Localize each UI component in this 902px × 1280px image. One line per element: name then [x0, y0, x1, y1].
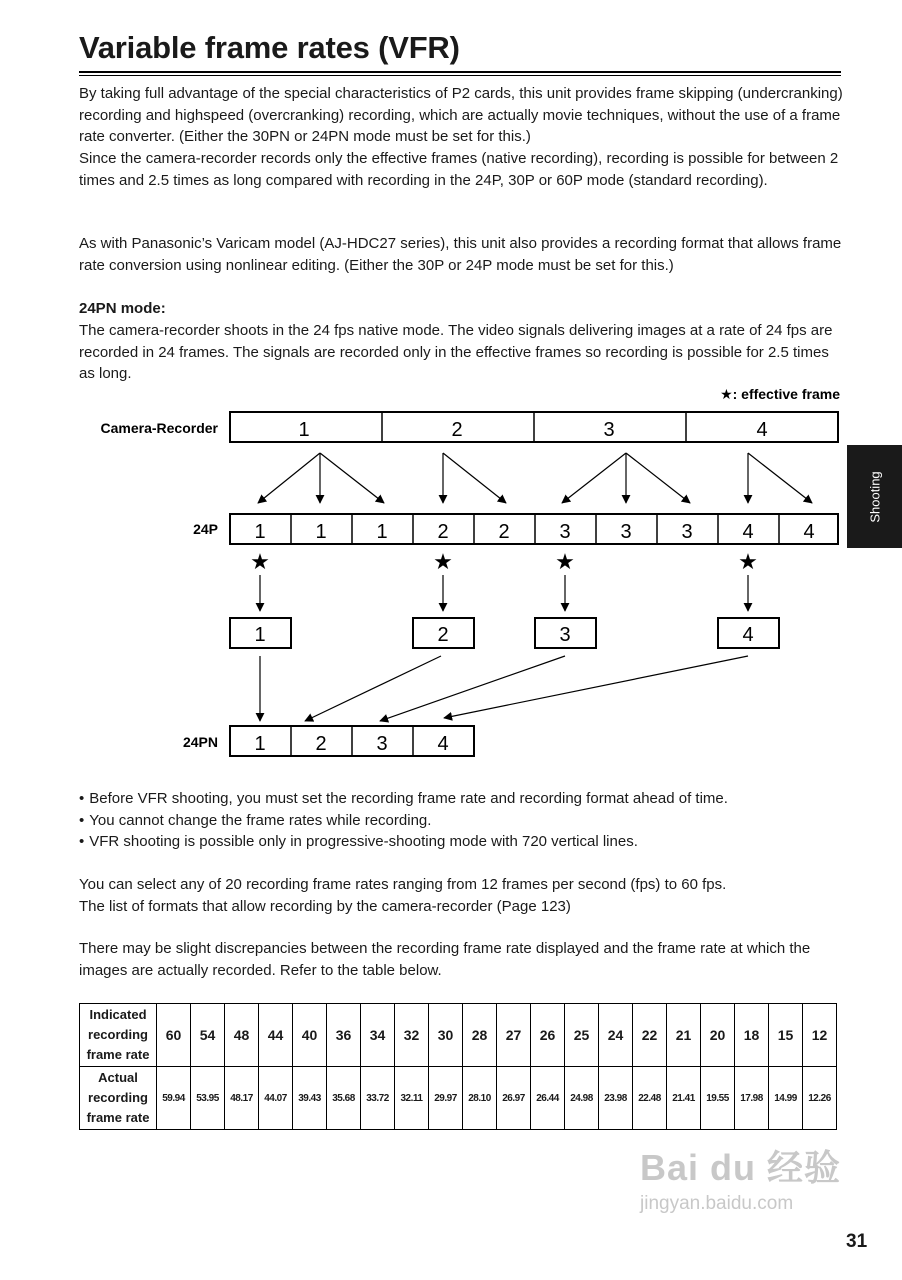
watermark — [640, 1140, 841, 1215]
actual-cell: 32.11 — [395, 1067, 429, 1130]
24p-frame: 3 — [620, 521, 632, 543]
note-item: • You cannot change the frame rates while recording. — [79, 810, 728, 832]
watermark-logo: Bai du 经验 — [640, 1147, 842, 1188]
effective-arrows — [260, 575, 748, 611]
camera-recorder-label: Camera-Recorder — [100, 420, 218, 436]
indicated-cell: 21 — [667, 1004, 701, 1067]
fanout-arrows — [258, 453, 812, 503]
actual-cell: 48.17 — [225, 1067, 259, 1130]
24pn-frame: 2 — [315, 733, 327, 755]
actual-cell: 12.26 — [803, 1067, 837, 1130]
actual-cell: 35.68 — [327, 1067, 361, 1130]
mode-heading: 24PN mode: — [79, 300, 166, 317]
intro-paragraph-1: By taking full advantage of the special characteristics of P2 cards, this unit provides frame skipping (undercranking) recording and highspeed (overcranking) recording, which are actually movie techniques, without the use of a frame rate converter. (Either the 30PN or 24PN mode must be set for this.) — [79, 85, 843, 146]
discrepancy-text: There may be slight discrepancies between the recording frame rate displayed and the frame rate at which the images are actually recorded. Refer to the table below. — [79, 940, 811, 979]
indicated-cell: 12 — [803, 1004, 837, 1067]
effective-frame: 2 — [437, 624, 449, 646]
24p-frame: 1 — [376, 521, 388, 543]
24pn-frame: 1 — [254, 733, 266, 755]
24pn-frame: 3 — [376, 733, 388, 755]
24p-frame: 3 — [559, 521, 571, 543]
star-icon: ★ — [555, 549, 575, 574]
actual-cell: 19.55 — [701, 1067, 735, 1130]
actual-cell: 44.07 — [259, 1067, 293, 1130]
indicated-cell: 27 — [497, 1004, 531, 1067]
actual-cell: 29.97 — [429, 1067, 463, 1130]
indicated-cell: 30 — [429, 1004, 463, 1067]
indicated-cell: 15 — [769, 1004, 803, 1067]
intro-paragraph-3: As with Panasonic’s Varicam model (AJ-HDC27 series), this unit also provides a recording format that allows frame rate conversion using nonlinear editing. (Either the 30P or 24P mode must be set for this.) — [79, 235, 842, 274]
actual-cell: 21.41 — [667, 1067, 701, 1130]
indicated-row — [80, 1004, 837, 1067]
notes-list — [79, 788, 728, 853]
actual-label: Actual recording frame rate — [80, 1067, 157, 1130]
indicated-label: Indicated recording frame rate — [80, 1004, 157, 1067]
effective-frame: 3 — [559, 624, 571, 646]
frame-rate-table — [79, 1003, 837, 1130]
format-list-reference: The list of formats that allow recording by the camera-recorder (Page 123) — [79, 898, 571, 915]
actual-cell: 23.98 — [599, 1067, 633, 1130]
pn-arrows — [260, 656, 748, 721]
intro-paragraph-2: Since the camera-recorder records only the effective frames (native recording), recording is possible for between 2 times and 2.5 times as long compared with recording in the 24P, 30P or 60P mode (standard recording). — [79, 150, 839, 189]
camera-frame: 3 — [603, 419, 615, 441]
actual-cell: 28.10 — [463, 1067, 497, 1130]
star-icon: ★ — [250, 549, 270, 574]
24p-frame: 1 — [254, 521, 266, 543]
effective-frame: 1 — [254, 624, 266, 646]
actual-cell: 22.48 — [633, 1067, 667, 1130]
note-item: • Before VFR shooting, you must set the recording frame rate and recording format ahead of time. — [79, 788, 728, 810]
indicated-cell: 34 — [361, 1004, 395, 1067]
indicated-cell: 20 — [701, 1004, 735, 1067]
actual-cell: 26.44 — [531, 1067, 565, 1130]
title-rule-thin — [79, 75, 841, 76]
24pn-label: 24PN — [182, 734, 218, 750]
page-title: Variable frame rates (VFR) — [79, 30, 460, 65]
24p-frame: 2 — [437, 521, 449, 543]
mode-description: The camera-recorder shoots in the 24 fps native mode. The video signals delivering images at a rate of 24 fps are recorded in 24 frames. The signals are recorded only in the effective frames so recording is possible for 2.5 times as long. — [79, 322, 833, 383]
indicated-cell: 26 — [531, 1004, 565, 1067]
actual-row — [80, 1067, 837, 1130]
indicated-cell: 32 — [395, 1004, 429, 1067]
indicated-cell: 48 — [225, 1004, 259, 1067]
indicated-cell: 40 — [293, 1004, 327, 1067]
note-item: • VFR shooting is possible only in progressive-shooting mode with 720 vertical lines. — [79, 831, 728, 853]
24p-frame: 4 — [803, 521, 815, 543]
actual-cell: 59.94 — [157, 1067, 191, 1130]
indicated-cell: 25 — [565, 1004, 599, 1067]
star-icon: ★ — [738, 549, 758, 574]
watermark-url: jingyan.baidu.com — [640, 1193, 794, 1214]
vfr-diagram — [0, 380, 902, 770]
actual-cell: 33.72 — [361, 1067, 395, 1130]
side-tab-label: Shooting — [867, 470, 882, 523]
indicated-cell: 60 — [157, 1004, 191, 1067]
indicated-cell: 24 — [599, 1004, 633, 1067]
indicated-cell: 28 — [463, 1004, 497, 1067]
camera-frame: 4 — [756, 419, 768, 441]
indicated-cell: 18 — [735, 1004, 769, 1067]
page-number: 31 — [846, 1231, 868, 1252]
camera-frame: 2 — [451, 419, 463, 441]
actual-cell: 39.43 — [293, 1067, 327, 1130]
title-rule — [79, 71, 841, 73]
indicated-cell: 36 — [327, 1004, 361, 1067]
24p-frame: 3 — [681, 521, 693, 543]
24pn-frame: 4 — [437, 733, 449, 755]
actual-cell: 24.98 — [565, 1067, 599, 1130]
24p-frame: 1 — [315, 521, 327, 543]
actual-cell: 17.98 — [735, 1067, 769, 1130]
camera-frame: 1 — [298, 419, 310, 441]
frame-rate-select-text: You can select any of 20 recording frame rates ranging from 12 frames per second (fps) to 60 fps. — [79, 876, 727, 893]
indicated-cell: 54 — [191, 1004, 225, 1067]
star-icon: ★ — [433, 549, 453, 574]
24p-label: 24P — [193, 521, 218, 537]
actual-cell: 53.95 — [191, 1067, 225, 1130]
actual-cell: 26.97 — [497, 1067, 531, 1130]
indicated-cell: 44 — [259, 1004, 293, 1067]
indicated-cell: 22 — [633, 1004, 667, 1067]
effective-frame: 4 — [742, 624, 754, 646]
24p-frame: 4 — [742, 521, 754, 543]
actual-cell: 14.99 — [769, 1067, 803, 1130]
legend: ★: effective frame — [720, 386, 840, 402]
24p-frame: 2 — [498, 521, 510, 543]
